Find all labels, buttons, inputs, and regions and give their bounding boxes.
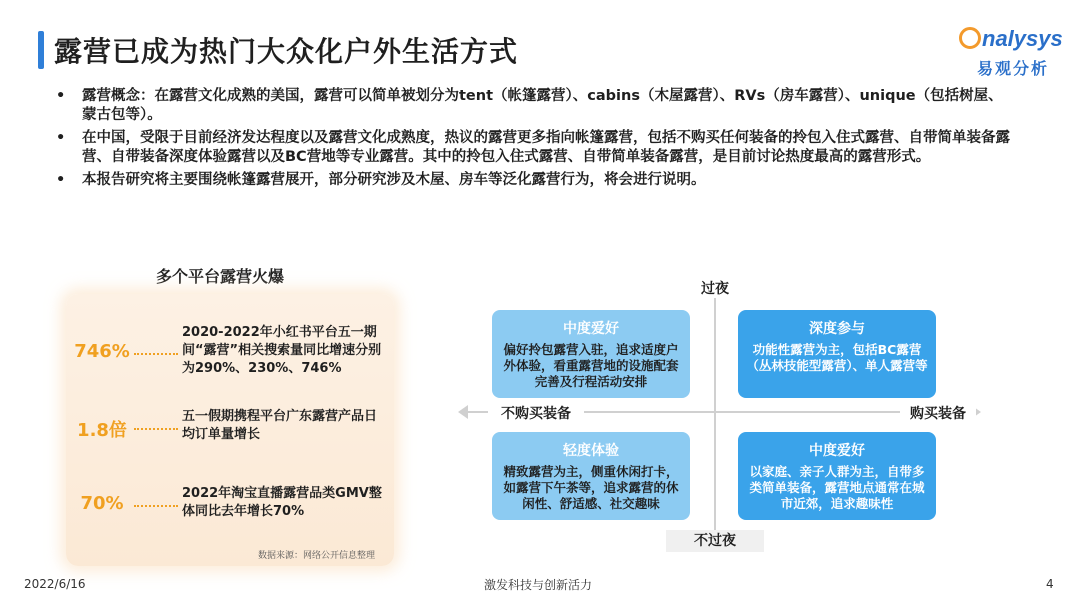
- stat-leader-dots: [134, 353, 178, 355]
- stat-value: 70%: [80, 493, 124, 514]
- quadrant-box-top-left: [492, 310, 690, 398]
- bullet-text: 本报告研究将主要围绕帐篷露营展开，部分研究涉及木屋、房车等泛化露营行为，将会进行说明。: [82, 172, 706, 188]
- quadrant-box-bottom-right: [738, 432, 936, 520]
- stat-leader-dots: [134, 428, 178, 430]
- bullet-text: 露营概念：在露营文化成熟的美国，露营可以简单被划分为tent（帐篷露营）、cabins（木屋露营）、RVs（房车露营）、unique（包括树屋、蒙古包等）。: [82, 88, 1003, 123]
- quadrant-box-title: 中度爱好: [563, 321, 619, 337]
- quadrant-box-text: 精致露营为主，侧重休闲打卡，如露营下午茶等，追求露营的休闲性、舒适感、社交趣味: [503, 464, 679, 511]
- footer-slogan: 激发科技与创新活力: [484, 578, 593, 592]
- vertical-axis: [714, 286, 716, 540]
- quadrant-box-bottom-left: [492, 432, 690, 520]
- quadrant-box-text: 功能性露营为主，包括BC露营（丛林技能型露营）、单人露营等: [746, 342, 928, 373]
- quadrant-box-title: 轻度体验: [563, 443, 619, 459]
- bullet-item: [56, 87, 1016, 125]
- title-accent-bar: [38, 31, 44, 69]
- page-title: 露营已成为热门大众化户外生活方式: [54, 35, 519, 68]
- axis-arrow-left-icon: [458, 405, 468, 419]
- bullet-dot: •: [56, 172, 66, 188]
- stat-leader-dots: [134, 505, 178, 507]
- bullet-dot: •: [56, 88, 66, 104]
- stat-description: 2020-2022年小红书平台五一期间“露营”相关搜索量同比增速分别为290%、230%、746%: [182, 325, 382, 376]
- left-section-title: 多个平台露营火爆: [156, 267, 285, 286]
- stat-description: 2022年淘宝直播露营品类GMV整体同比去年增长70%: [182, 486, 382, 519]
- data-source-note: 数据来源：网络公开信息整理: [258, 551, 376, 561]
- page-number: 4: [1046, 577, 1054, 591]
- bullet-text: 在中国，受限于目前经济发达程度以及露营文化成熟度，热议的露营更多指向帐篷露营，包括不购买任何装备的拎包入住式露营、自带简单装备露营、自带装备深度体验露营以及BC营地等专业露营。其中的拎包入住式露营、自带简单装备露营，是目前讨论热度最高的露营形式。: [82, 130, 1010, 165]
- axis-label-left: 不购买装备: [488, 403, 584, 423]
- bullet-dot: •: [56, 130, 66, 146]
- footer-date: 2022/6/16: [24, 577, 86, 591]
- axis-label-top: 过夜: [665, 278, 765, 298]
- axis-label-right: 购买装备: [900, 403, 976, 423]
- quadrant-box-text: 以家庭、亲子人群为主，自带多类简单装备，露营地点通常在城市近郊，追求趣味性: [749, 464, 925, 511]
- quadrant-box-title: 中度爱好: [809, 443, 865, 459]
- quadrant-box-text: 偏好拎包露营入驻，追求适度户外体验，看重露营地的设施配套完善及行程活动安排: [503, 342, 679, 389]
- quadrant-box-title: 深度参与: [809, 321, 865, 337]
- logo-o-icon: [959, 27, 981, 49]
- bullet-item: [56, 129, 1016, 167]
- stat-value: 746%: [74, 341, 130, 362]
- quadrant-box-top-right: [738, 310, 936, 398]
- bullet-item: [56, 171, 1016, 190]
- axis-label-bottom: 不过夜: [666, 530, 764, 552]
- analysys-logo: [955, 26, 1065, 78]
- stat-description: 五一假期携程平台广东露营产品日均订单量增长: [182, 409, 378, 442]
- logo-subtitle: 易观分析: [977, 59, 1050, 78]
- logo-word: nalysys: [982, 26, 1063, 51]
- stats-panel: [66, 294, 394, 566]
- stat-value: 1.8倍: [77, 420, 127, 441]
- bullet-list: [56, 87, 1016, 194]
